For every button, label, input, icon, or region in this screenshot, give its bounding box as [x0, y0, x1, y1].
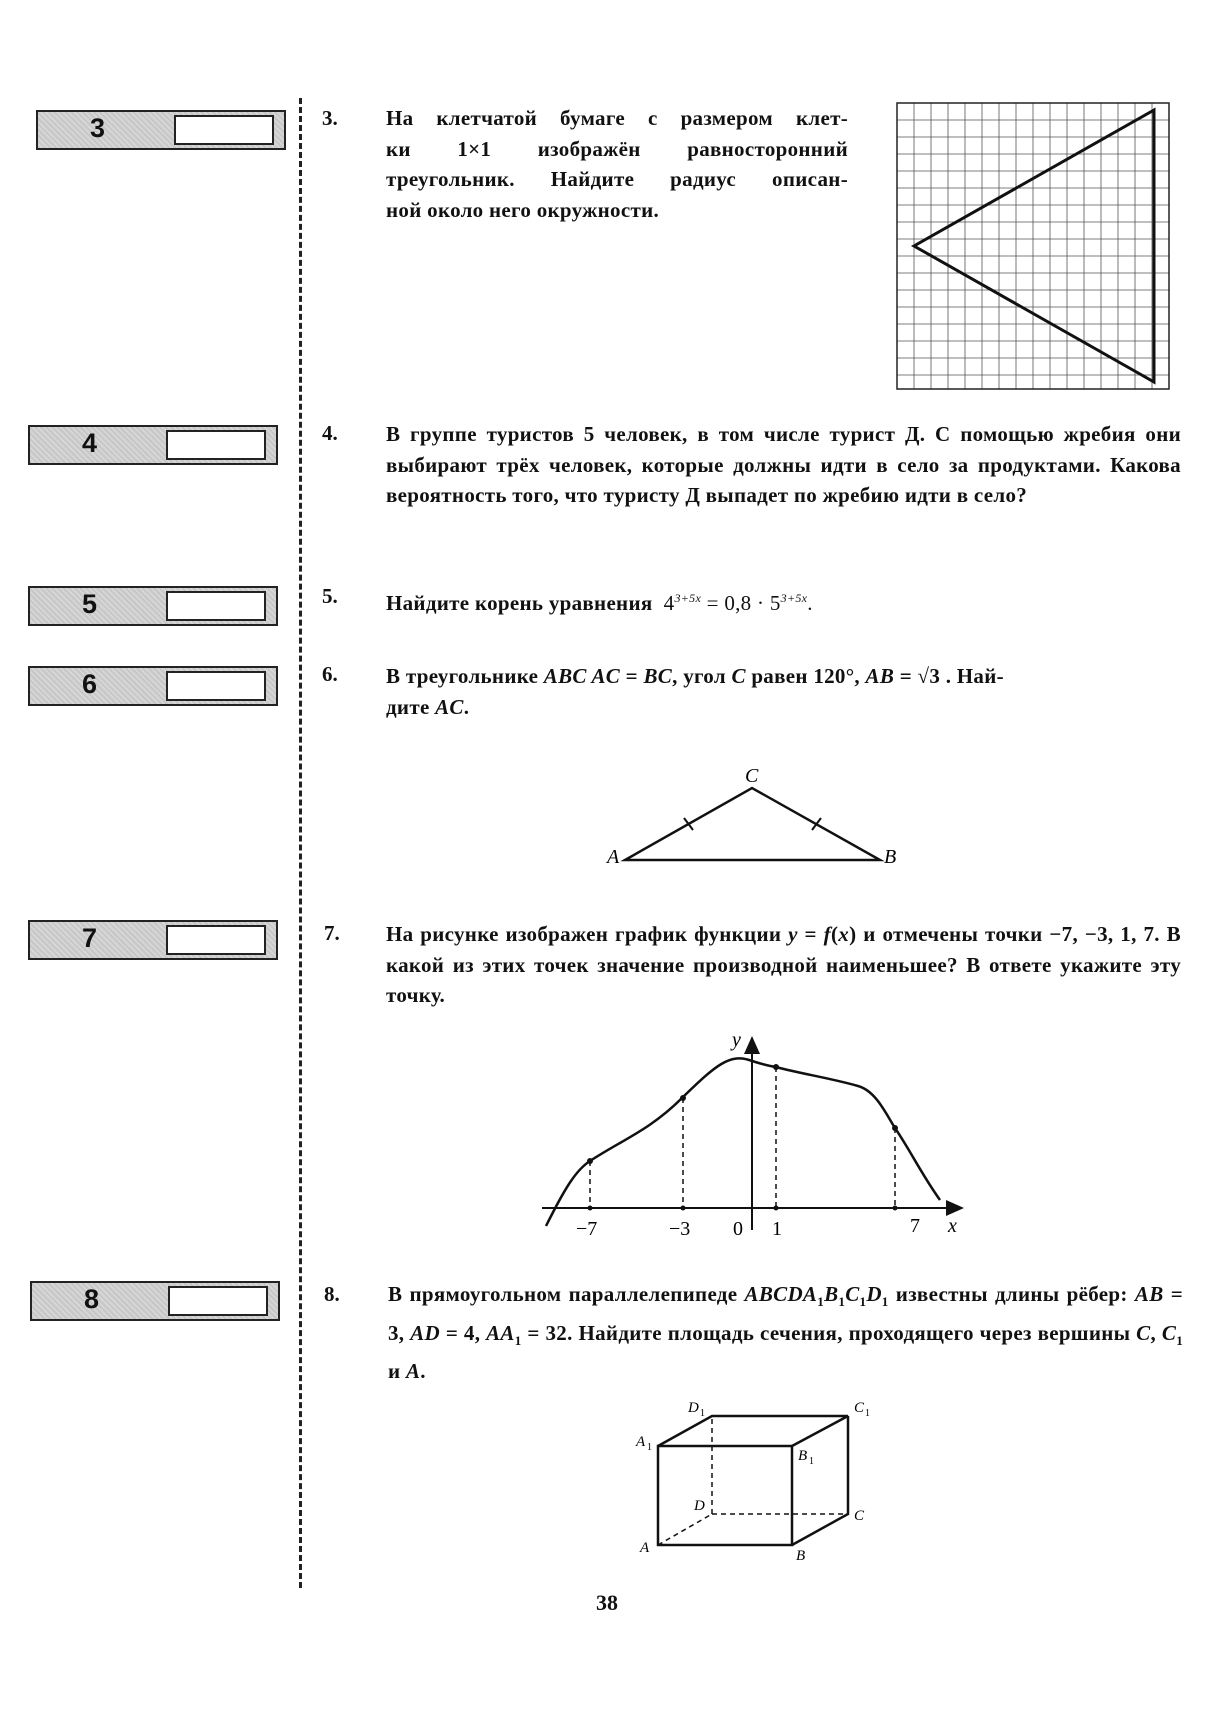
text-run: равен 120°,	[745, 664, 866, 688]
a1-sub: 1	[647, 1442, 652, 1453]
problem-4-number: 4.	[322, 421, 338, 445]
text-run: = 3,	[388, 1282, 1183, 1345]
vertex-label-d: D	[694, 1498, 705, 1514]
text-run: = √3 . Най-	[894, 664, 1004, 688]
c1-letter: C	[854, 1400, 865, 1416]
text-run: В треугольнике	[386, 664, 544, 688]
problem-3-line: треугольник. Найдите радиус описан-	[386, 167, 848, 191]
c1-sub: 1	[865, 1408, 870, 1419]
text-run: ,	[1150, 1320, 1162, 1345]
problem-7-number: 7.	[324, 921, 340, 945]
subscript: 1	[838, 1294, 846, 1310]
text-run: известны длины рёбер:	[888, 1282, 1135, 1306]
tick-label-1: 1	[772, 1218, 782, 1240]
math-run: AC	[435, 694, 464, 719]
tick-mark-bc	[812, 818, 821, 830]
subscript: 1	[514, 1332, 522, 1348]
point-neg3	[680, 1095, 686, 1101]
problem-7-text	[386, 919, 1181, 1011]
problem-3-text	[386, 103, 848, 225]
math-run: C	[1136, 1320, 1151, 1345]
answer-box-label: 6	[82, 669, 98, 699]
eq-end: .	[807, 591, 813, 615]
math-run: ABCDA	[744, 1282, 818, 1306]
answer-field-3[interactable]	[174, 115, 274, 145]
a1-letter: A	[636, 1434, 646, 1450]
function-curve	[546, 1058, 940, 1226]
parallelepiped-figure	[630, 1390, 890, 1570]
vertex-label-b: B	[884, 846, 897, 868]
math-run: ABC AC	[543, 664, 621, 688]
equation	[664, 591, 813, 615]
text-run: =	[620, 664, 644, 688]
math-run: BC	[643, 664, 673, 688]
text-run: .	[420, 1359, 426, 1384]
vertex-label-b1	[798, 1448, 814, 1467]
math-run: f	[823, 922, 831, 946]
triangle-abc	[625, 788, 880, 860]
tick-label-7: 7	[910, 1215, 920, 1237]
answer-field-7[interactable]	[166, 925, 266, 955]
b1-sub: 1	[809, 1456, 814, 1467]
right-face	[792, 1416, 848, 1545]
problem-8-text	[388, 1279, 1183, 1387]
math-run: B	[824, 1282, 839, 1306]
answer-box-label: 7	[82, 923, 98, 953]
isosceles-triangle-figure	[600, 760, 910, 870]
vertex-label-c: C	[854, 1508, 865, 1524]
math-run: C	[845, 1282, 860, 1306]
eq-exponent-2: 3+5x	[780, 591, 808, 605]
problem-5-text	[386, 583, 1146, 619]
eq-base-1: 4	[663, 591, 675, 615]
answer-box-label: 8	[84, 1284, 100, 1314]
point-7	[892, 1125, 898, 1131]
tick-dot-neg7	[588, 1206, 593, 1211]
answer-field-4[interactable]	[166, 430, 266, 460]
text-run: В прямоугольном параллелепипеде	[388, 1282, 745, 1306]
tick-dot-neg3	[681, 1206, 686, 1211]
answer-box-label: 4	[82, 428, 98, 458]
vertex-label-d1	[687, 1400, 705, 1419]
answer-box-5	[28, 586, 278, 626]
problem-3-number: 3.	[322, 106, 338, 130]
grid-triangle-figure	[896, 102, 1172, 392]
vertex-label-b: B	[796, 1548, 806, 1564]
problem-5-number: 5.	[322, 584, 338, 608]
answer-field-8[interactable]	[168, 1286, 268, 1316]
eq-middle: = 0,8 · 5	[701, 591, 781, 615]
d1-letter: D	[688, 1400, 699, 1416]
tick-dot-7	[893, 1206, 898, 1211]
problem-3-line: На клетчатой бумаге с размером клет-	[386, 106, 848, 130]
math-run: x	[838, 922, 850, 946]
answer-field-6[interactable]	[166, 671, 266, 701]
vertex-label-c1	[854, 1400, 870, 1419]
text-run: На рисунке изображен график функции	[386, 922, 789, 946]
answer-box-label: 5	[82, 589, 98, 619]
point-1	[773, 1064, 779, 1070]
x-axis-label: x	[948, 1215, 957, 1237]
subscript: 1	[817, 1294, 825, 1310]
subscript: 1	[881, 1294, 889, 1310]
vertex-label-c: C	[745, 765, 759, 787]
d1-sub: 1	[700, 1408, 705, 1419]
math-run: D	[866, 1282, 882, 1306]
text-run: и	[388, 1359, 406, 1384]
answer-box-7	[28, 920, 278, 960]
math-run: AB	[865, 664, 895, 688]
math-run: y	[788, 922, 798, 946]
answer-box-4	[28, 425, 278, 465]
cut-line-divider	[299, 98, 302, 1588]
tick-dot-1	[774, 1206, 779, 1211]
b1-letter: B	[798, 1448, 808, 1464]
text-run: , угол	[672, 664, 732, 688]
math-run: AA	[486, 1320, 515, 1345]
answer-box-label: 3	[90, 113, 106, 143]
text-run: дите	[386, 694, 436, 719]
text-run: (	[830, 922, 839, 946]
problem-6-number: 6.	[322, 662, 338, 686]
answer-field-5[interactable]	[166, 591, 266, 621]
vertex-label-a1	[635, 1434, 652, 1453]
text-run: = 4,	[439, 1320, 487, 1345]
text-run: =	[797, 922, 824, 946]
problem-4-text: В группе туристов 5 человек, в том числе турист Д. С помощью жребия они выбирают трёх человек, которые должны идти в село за продуктами. Какова вероятность того, что туристу Д выпадет по жребию идти в село?	[386, 422, 1181, 507]
front-face	[658, 1446, 792, 1545]
math-run: C	[731, 664, 746, 688]
text-run: .	[463, 694, 470, 719]
y-axis-label: y	[732, 1030, 741, 1051]
problem-3-line: ной около него окружности.	[386, 197, 660, 222]
page-number: 38	[596, 1590, 618, 1615]
subscript: 1	[859, 1294, 867, 1310]
math-run: AD	[410, 1320, 440, 1345]
text-run: ) и отмечены точки −7, −3, 1, 7. В какой из этих точек значение производной наименьшее? В ответе укажите эту точку.	[386, 922, 1181, 1007]
tick-label-neg3: −3	[669, 1218, 691, 1240]
subscript: 1	[1176, 1332, 1183, 1348]
answer-box-3	[36, 110, 286, 150]
tick-label-neg7: −7	[576, 1218, 598, 1240]
answer-box-8	[30, 1281, 280, 1321]
eq-exponent-1: 3+5x	[674, 591, 702, 605]
top-face	[658, 1416, 848, 1446]
grid-lines	[897, 103, 1169, 389]
math-run: AB	[1134, 1282, 1164, 1306]
math-run: A	[405, 1359, 421, 1384]
problem-3-line: ки 1×1 изображён равносторонний	[386, 136, 848, 161]
problem-8-number: 8.	[324, 1282, 340, 1306]
answer-box-6	[28, 666, 278, 706]
vertex-label-a: A	[607, 846, 620, 868]
tick-label-0: 0	[733, 1218, 743, 1240]
math-run: C	[1161, 1320, 1177, 1345]
problem-6-text	[386, 661, 1181, 722]
point-neg7	[587, 1158, 593, 1164]
function-graph-figure	[530, 1030, 980, 1240]
vertex-label-a: A	[640, 1540, 650, 1556]
tick-mark-ac	[684, 818, 693, 830]
text-run: = 32. Найдите площадь сечения, проходящего через вершины	[521, 1320, 1137, 1345]
hidden-edge-a-d	[658, 1514, 712, 1545]
problem-5-lead: Найдите корень уравнения	[386, 591, 653, 615]
